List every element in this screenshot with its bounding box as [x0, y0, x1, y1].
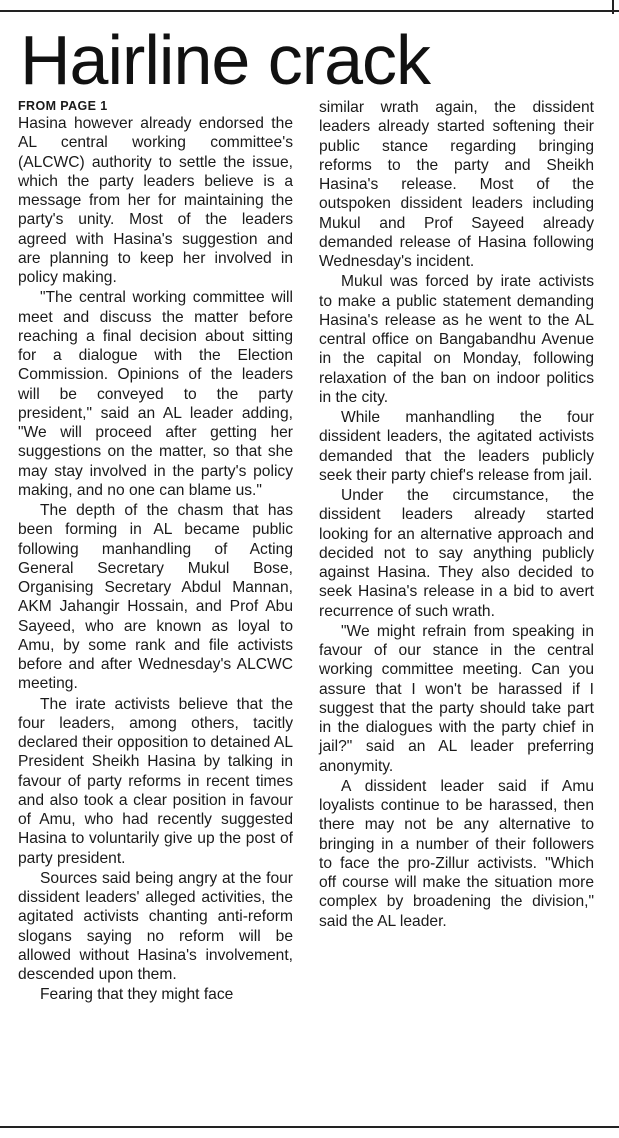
top-rule [0, 10, 619, 12]
left-paragraph-6: Fearing that they might face [40, 986, 234, 1004]
left-paragraph-5: Sources said being angry at the four dissident leaders' alleged activities, the agitated activists chanting anti-reform slogans saying no reform will be allowed without Hasina's involvement, descended upon them. [18, 869, 293, 983]
corner-rule [612, 0, 614, 14]
left-paragraph-1: Hasina however already endorsed the AL central working committee's (ALCWC) authority to settle the issue, which the party leaders believe is a message from her for maintaining the party's unity. Most of the leaders agreed with Hasina's suggestion and are planning to keep her involved in policy making. [18, 115, 293, 286]
right-paragraph-2: Mukul was forced by irate activists to make a public statement demanding Hasina's release as he went to the AL central office on Bangabandhu Avenue in the capital on Monday, following relaxation of the ban on indoor politics in the city. [319, 273, 594, 406]
right-paragraph-5: "We might refrain from speaking in favour of our stance in the central working committee meeting. Can you assure that I won't be harassed if I suggest that the party should take part in the dialogues with the party chief in jail?" said an AL leader preferring anonymity. [319, 622, 594, 775]
bottom-rule [0, 1126, 619, 1128]
left-paragraph-3: The depth of the chasm that has been forming in AL became public following manhandling of Acting General Secretary Mukul Bose, Organising Secretary Abdul Mannan, AKM Jahangir Hossain, and Prof Abu Sayeed, who are known as loyal to Amu, by some rank and file activists before and after Wednesday's ALCWC meeting. [18, 502, 293, 693]
right-paragraph-6: A dissident leader said if Amu loyalists continue to be harassed, then there may not be any alternative to bringing in a number of their followers to face the pro-Zillur activists. "Which off course will make the situation more complex by broadening the division," said the AL leader. [319, 777, 594, 930]
left-column [18, 98, 293, 1005]
left-paragraph-2: "The central working committee will meet and discuss the matter before reaching a final decision about sitting for a dialogue with the Election Commission. Opinions of the leaders will be conveyed to the party president," said an AL leader adding, "We will proceed after getting her suggestions on the matter, so that she may stay involved in the party's policy making, and no one can blame us." [18, 289, 293, 499]
right-paragraph-3: While manhandling the four dissident leaders, the agitated activists demanded that the leaders publicly seek their party chief's release from jail. [319, 409, 594, 484]
headline: Hairline crack [20, 21, 430, 99]
right-column [319, 98, 594, 931]
kicker: FROM PAGE 1 [18, 99, 108, 113]
right-paragraph-4: Under the circumstance, the dissident leaders already started looking for an alternative approach and decided not to say anything publicly against Hasina. They also decided to seek Hasina's release in a bid to avert recurrence of such wrath. [319, 487, 594, 620]
left-paragraph-4: The irate activists believe that the four leaders, among others, tacitly declared their opposition to detained AL President Sheikh Hasina by talking in favour of party reforms in recent times and also took a clear position in favour of Amu, who had recently suggested Hasina to voluntarily give up the post of party president. [18, 695, 293, 867]
right-paragraph-1: similar wrath again, the dissident leaders already started softening their public stance regarding bringing reforms to the party and Sheikh Hasina's release. Most of the outspoken dissident leaders including Mukul and Prof Sayeed already demanded release of Hasina following Wednesday's incident. [319, 99, 594, 270]
